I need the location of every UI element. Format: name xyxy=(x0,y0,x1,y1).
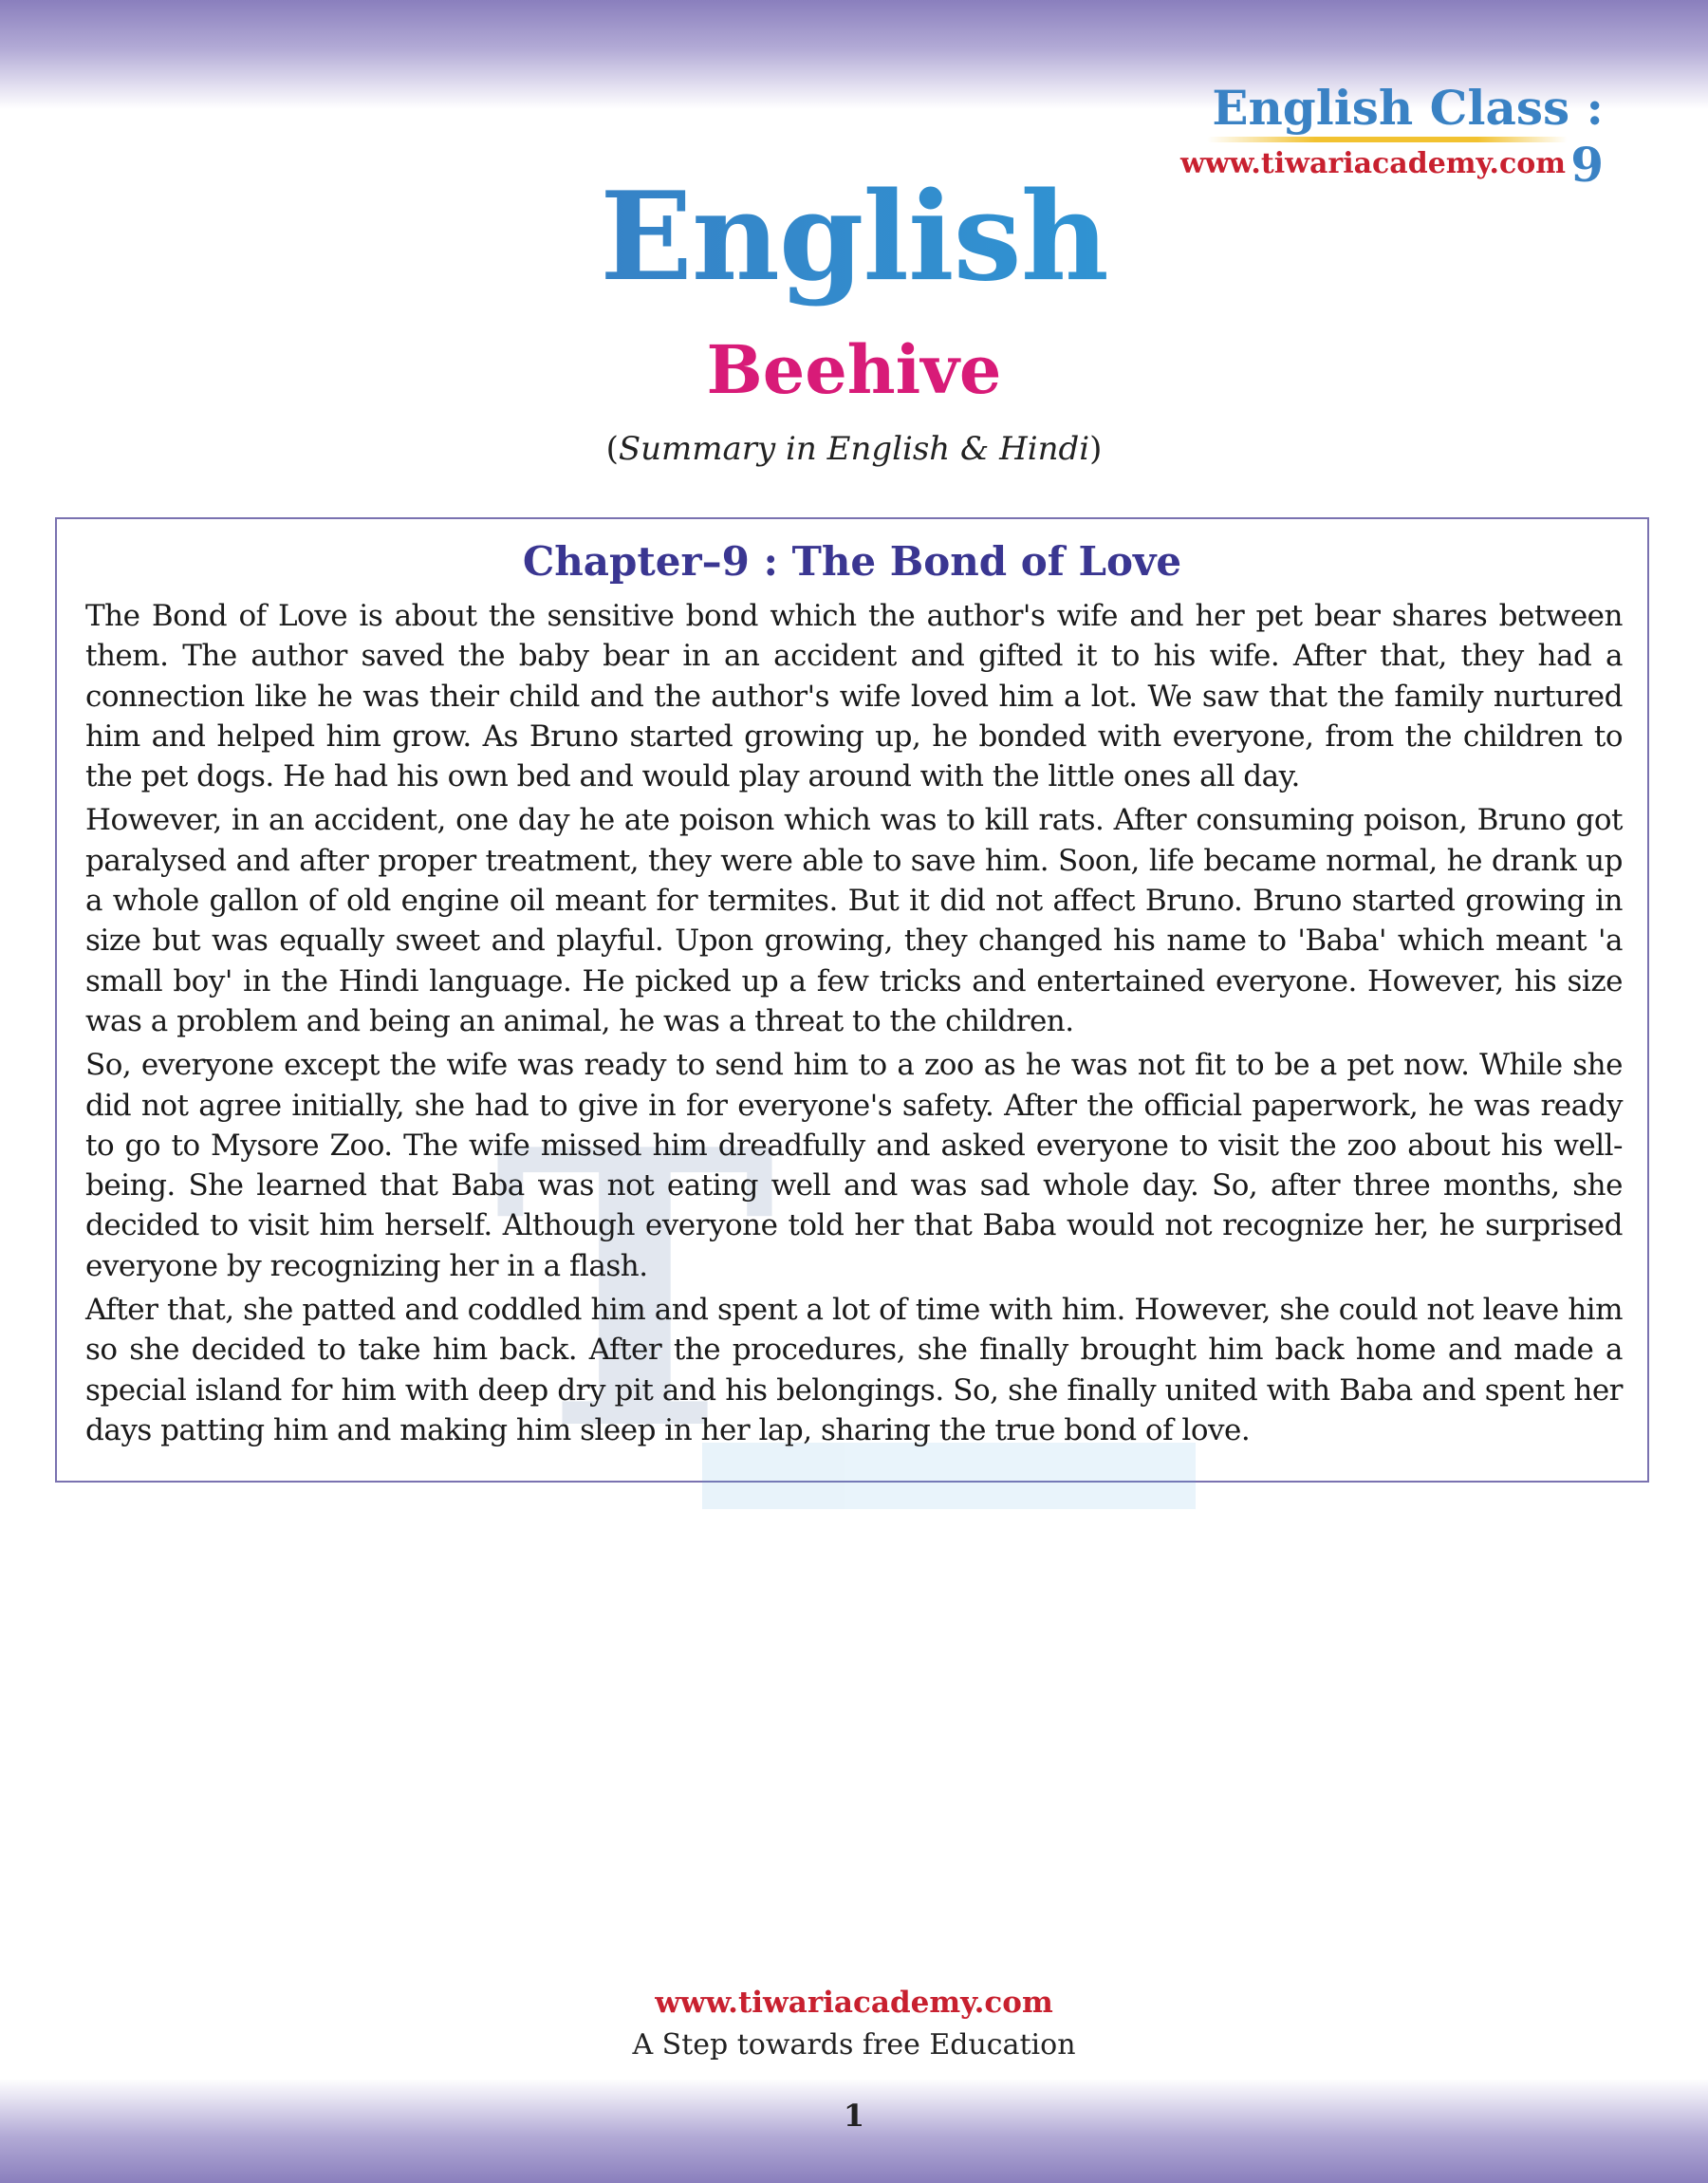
class-label-underline xyxy=(1207,137,1568,142)
summary-paragraph: After that, she patted and coddled him and spent a lot of time with him. However, she could not leave him so she decided to take him back. After the procedures, she finally brought him back home and made a special island for him with deep dry pit and his belongings. So, she finally united with Baba and spent her days patting him and making him sleep in her lap, sharing the true bond of love. xyxy=(85,1293,1623,1447)
summary-paragraph: The Bond of Love is about the sensitive bond which the author's wife and her pet bear shares between them. The author saved the baby bear in an accident and gifted it to his wife. After that, they had a connection like he was their child and the author's wife loved him a lot. We saw that the family nurtured him and helped him grow. As Bruno started growing up, he bonded with everyone, from the children to the pet dogs. He had his own bed and would play around with the little ones all day. xyxy=(85,599,1623,794)
summary-note xyxy=(0,427,1708,471)
book-title: Beehive xyxy=(706,330,1002,409)
summary-note-open: ( xyxy=(605,430,619,468)
class-label: English Class : xyxy=(1212,80,1604,136)
summary-paragraph: However, in an accident, one day he ate poison which was to kill rats. After consuming poison, Bruno got paralysed and after proper treatment, they were able to save him. Soon, life became normal, he drank up a whole gallon of old engine oil meant for termites. But it did not affect Bruno. Bruno started growing in size but was equally sweet and playful. Upon growing, they changed his name to 'Baba' which meant 'a small boy' in the Hindi language. He picked up a few tricks and entertained everyone. However, his size was a problem and being an animal, he was a threat to the children. xyxy=(85,803,1623,1038)
chapter-heading: Chapter–9 : The Bond of Love xyxy=(522,538,1182,585)
summary-note-text: Summary in English & Hindi xyxy=(618,430,1090,468)
chapter-summary-text xyxy=(85,596,1623,1454)
summary-note-close: ) xyxy=(1089,430,1103,468)
footer-tagline: A Step towards free Education xyxy=(632,2028,1076,2062)
footer-website-link[interactable]: www.tiwariacademy.com xyxy=(655,1986,1053,2020)
summary-paragraph: So, everyone except the wife was ready to send him to a zoo as he was not fit to be a pet now. While she did not agree initially, she had to give in for everyone's safety. After the official paperwork, he was ready to go to Mysore Zoo. The wife missed him dreadfully and asked everyone to visit the zoo about his well-being. She learned that Baba was not eating well and was sad whole day. So, after three months, she decided to visit him herself. Although everyone told her that Baba would not recognize her, he surprised everyone by recognizing her in a flash. xyxy=(85,1048,1623,1283)
watermark-letter: T xyxy=(493,1068,776,1514)
subject-title: English xyxy=(0,161,1708,313)
page-number: 1 xyxy=(843,2098,865,2134)
